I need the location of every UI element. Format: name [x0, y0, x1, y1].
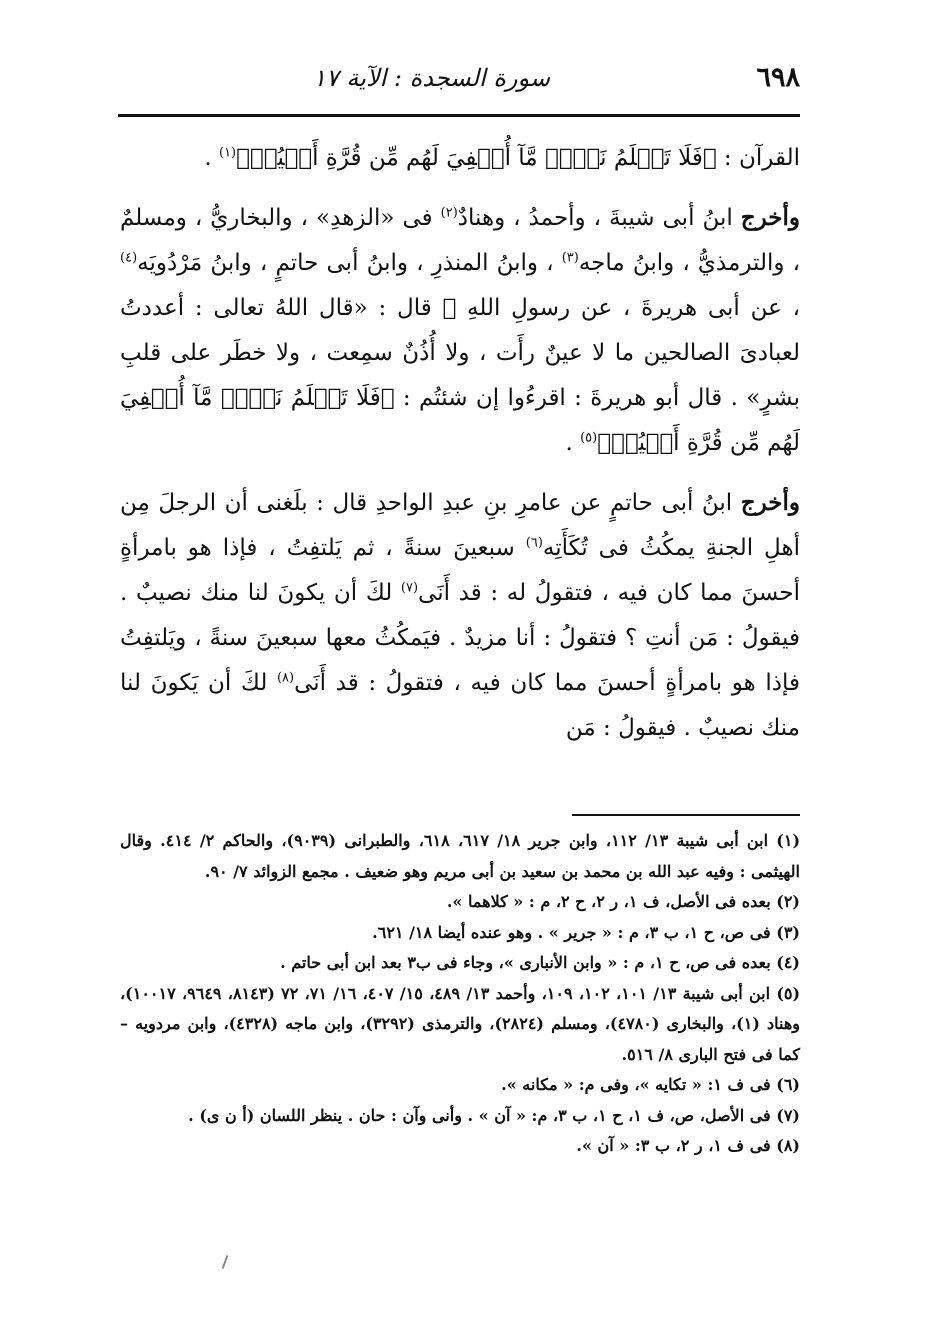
- paragraph-text: سبعينَ سنةً ، ثم يَلتفِتُ ، فإذا هو بامرأةٍ أحسنَ مما كان فيه ، فتقولُ له : قد أَنَى: [120, 535, 800, 606]
- footnote: (٤) بعده فى ص، ح ١، م : « وابن الأنبارى »، وجاء فى ب٣ بعد ابن أبى حاتم .: [280, 953, 800, 972]
- footnote-ref: (٧): [400, 580, 419, 596]
- paragraph-text: فى «الزهدِ» ، والبخاريُّ ، ومسلمٌ ، والترمذيُّ ، وابنُ ماجه: [120, 205, 801, 276]
- paragraph-hadith: [120, 195, 800, 466]
- main-text: [120, 136, 800, 765]
- footnote: (٥) ابن أبى شيبة ١٣/ ١٠١، ١٠٢، ١٠٩، وأحمد ١٣/ ٤٨٩، ١٥/ ٤٠٧، ١٦/ ٧١، ٧٢ (٨١٤٣، ٩٦٤٩، ١٠٠١٧)، وهناد (١)، والبخارى (٤٧٨٠)، ومسلم (٢٨٢٤)، والترمذى (٣٢٩٢)، وابن ماجه (٤٣٢٨)، وابن مردويه – كما فى فتح البارى ٨/ ٥١٦.: [120, 983, 801, 1064]
- paragraph-text: لكَ أن يكونَ لنا منك نصيبٌ . فيقولُ : مَن أنتِ ؟ فتقولُ : أنا مزيدٌ . فيَمكُثُ معها سبعينَ سنةً ، ويَلتفِتُ فإذا هو بامرأةٍ أحسنَ مما كان فيه ، فتقولُ : قد أَنَى: [120, 580, 800, 696]
- paragraph-text: .: [204, 145, 219, 171]
- paragraph-report: [120, 480, 800, 751]
- paragraph-text: ، عن أبى هريرةَ ، عن رسولِ اللهِ ﷺ قال : «قال اللهُ تعالى : أعددتُ لعبادىَ الصالحين ما لا عينٌ رأَت ، ولا أُذُنٌ سمِعت ، ولا خطَر على قلبِ بشرٍ» . قال أبو هريرةَ : اقرءُوا إن شئتُم : ﴿فَلَا تَعۡلَمُ نَفۡسٞ مَّآ أُخۡفِيَ لَهُم مِّن قُرَّةِ أَعۡيُنٖ﴾: [120, 295, 800, 456]
- paragraph-lead: وأخرج: [740, 204, 801, 231]
- paragraph-quran: [120, 136, 800, 181]
- footnote-ref: (٣): [561, 250, 579, 266]
- paragraph-text: القرآن : ﴿فَلَا تَعۡلَمُ نَفۡسٞ مَّآ أُخۡفِيَ لَهُم مِّن قُرَّةِ أَعۡيُنٖ﴾: [236, 145, 800, 171]
- footnote-ref: (١): [218, 145, 237, 161]
- footnote: (٣) فى ص، ح ١، ب ٣، م : « جرير » . وهو عنده أيضا ١٨/ ٦٢١.: [372, 922, 800, 942]
- paragraph-lead: وأخرج: [740, 489, 800, 516]
- paragraph-text: ، وابنُ المنذرِ ، وابنُ أبى حاتمٍ ، وابنُ مَرْدُويَه: [137, 250, 562, 276]
- footnote: (٨) فى ف ١، ر ٢، ب ٣: « آن ».: [576, 1136, 800, 1155]
- footnote-ref: (٢): [440, 205, 458, 221]
- paragraph-text: لكَ أن يَكونَ لنا منك نصيبٌ . فيقولُ : مَن: [120, 670, 800, 741]
- paragraph-text: ابنُ أبى شيبةَ ، وأحمدُ ، وهنادٌ: [457, 205, 741, 231]
- footnote-ref: (٤): [120, 250, 138, 266]
- footnote: (٦) فى ف ١: « تكايه »، وفى م: « مكانه ».: [501, 1075, 800, 1094]
- footnote-ref: (٥): [580, 430, 598, 446]
- footnote: (١) ابن أبى شيبة ١٣/ ١١٢، وابن جرير ١٨/ ٦١٧، ٦١٨، والطبرانى (٩٠٣٩)، والحاكم ٢/ ٤١٤. وقال الهيثمى : وفيه عبد الله بن محمد بن سعيد بن أبى مريم وهو ضعيف . مجمع الزوائد ٧/ ٩٠.: [120, 831, 801, 881]
- header-title: سورة السجدة : الآية ١٧: [312, 64, 550, 92]
- footnotes: [120, 826, 800, 1162]
- footnote: (٧) فى الأصل، ص، ف ١، ح ١، ب ٣، م: « آن » . وأنى وآن : حان . ينظر اللسان (أ ن ى) .: [188, 1105, 800, 1125]
- footnote-ref: (٦): [525, 535, 543, 551]
- scan-mark: [222, 1255, 229, 1269]
- paragraph-text: .: [565, 430, 581, 456]
- footnote: (٢) بعده فى الأصل، ف ١، ر ٢، ح ٢، م : « كلاهما ».: [446, 892, 800, 911]
- paragraph-text: ابنُ أبى حاتمٍ عن عامرِ بنِ عبدِ الواحدِ قال : بلَغنى أن الرجلَ مِن أهلِ الجنةِ يمكُثُ فى تُكَأَتِه: [120, 490, 800, 561]
- running-header: [118, 62, 800, 102]
- page-number: ٦٩٨: [756, 62, 800, 93]
- header-rule: [118, 114, 800, 117]
- footnote-ref: (٨): [276, 670, 295, 686]
- footnote-rule: [572, 814, 800, 816]
